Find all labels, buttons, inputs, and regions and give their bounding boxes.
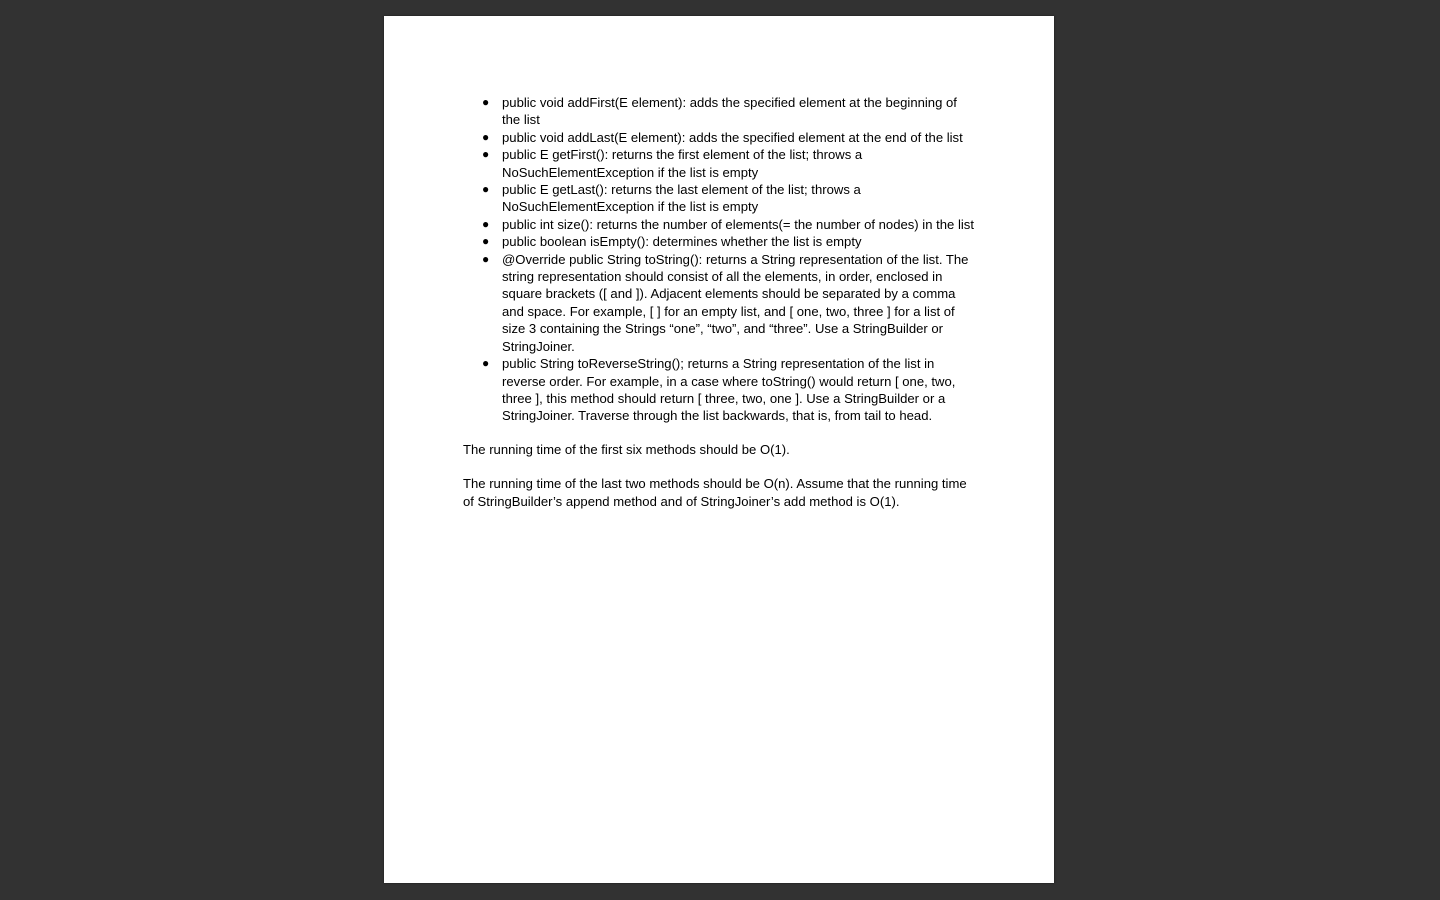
bullet-icon: ● bbox=[482, 251, 490, 266]
bullet-icon: ● bbox=[482, 129, 490, 144]
running-time-paragraph-last-two: The running time of the last two methods should be O(n). Assume that the running time of StringBuilder’s append method and of StringJoiner’s add method is O(1). bbox=[463, 476, 967, 509]
list-item-text: @Override public String toString(): returns a String representation of the list. The string representation should consist of all the elements, in order, enclosed in square brackets ([ and ]). Adjacent elements should be separated by a comma and space. For example, [ ] for an empty list, and [ one, two, three ] for a list of size 3 containing the Strings “one”, “two”, and “three”. Use a StringBuilder or StringJoiner. bbox=[502, 251, 969, 354]
list-item-text: public boolean isEmpty(): determines whether the list is empty bbox=[502, 234, 862, 250]
running-time-paragraph-first-six: The running time of the first six methods should be O(1). bbox=[463, 441, 790, 457]
list-item bbox=[482, 355, 975, 425]
list-item-text: public E getFirst(): returns the first element of the list; throws a NoSuchElementException if the list is empty bbox=[502, 147, 863, 180]
list-item bbox=[482, 129, 975, 146]
list-item bbox=[482, 94, 975, 129]
list-item bbox=[482, 251, 975, 355]
bullet-icon: ● bbox=[482, 356, 490, 371]
list-item-text: public String toReverseString(); returns a String representation of the list in reverse order. For example, in a case where toString() would return [ one, two, three ], this method should return [ three, two, one ]. Use a StringBuilder or a StringJoiner. Traverse through the list backwards, that is, from tail to head. bbox=[502, 356, 956, 424]
list-item-text: public void addFirst(E element): adds the specified element at the beginning of the list bbox=[502, 95, 957, 128]
list-item bbox=[482, 216, 975, 233]
list-item bbox=[482, 146, 975, 181]
list-item bbox=[482, 233, 975, 250]
bullet-icon: ● bbox=[482, 216, 490, 231]
bullet-icon: ● bbox=[482, 234, 490, 249]
list-item-text: public int size(): returns the number of elements(= the number of nodes) in the list bbox=[502, 216, 974, 232]
bullet-icon: ● bbox=[482, 147, 490, 162]
document-page bbox=[384, 16, 1054, 883]
page-content bbox=[463, 94, 975, 510]
method-list bbox=[463, 94, 975, 425]
bullet-icon: ● bbox=[482, 182, 490, 197]
list-item bbox=[482, 181, 975, 216]
list-item-text: public void addLast(E element): adds the specified element at the end of the list bbox=[502, 129, 963, 145]
list-item-text: public E getLast(): returns the last element of the list; throws a NoSuchElementException if the list is empty bbox=[502, 182, 861, 215]
bullet-icon: ● bbox=[482, 95, 490, 109]
